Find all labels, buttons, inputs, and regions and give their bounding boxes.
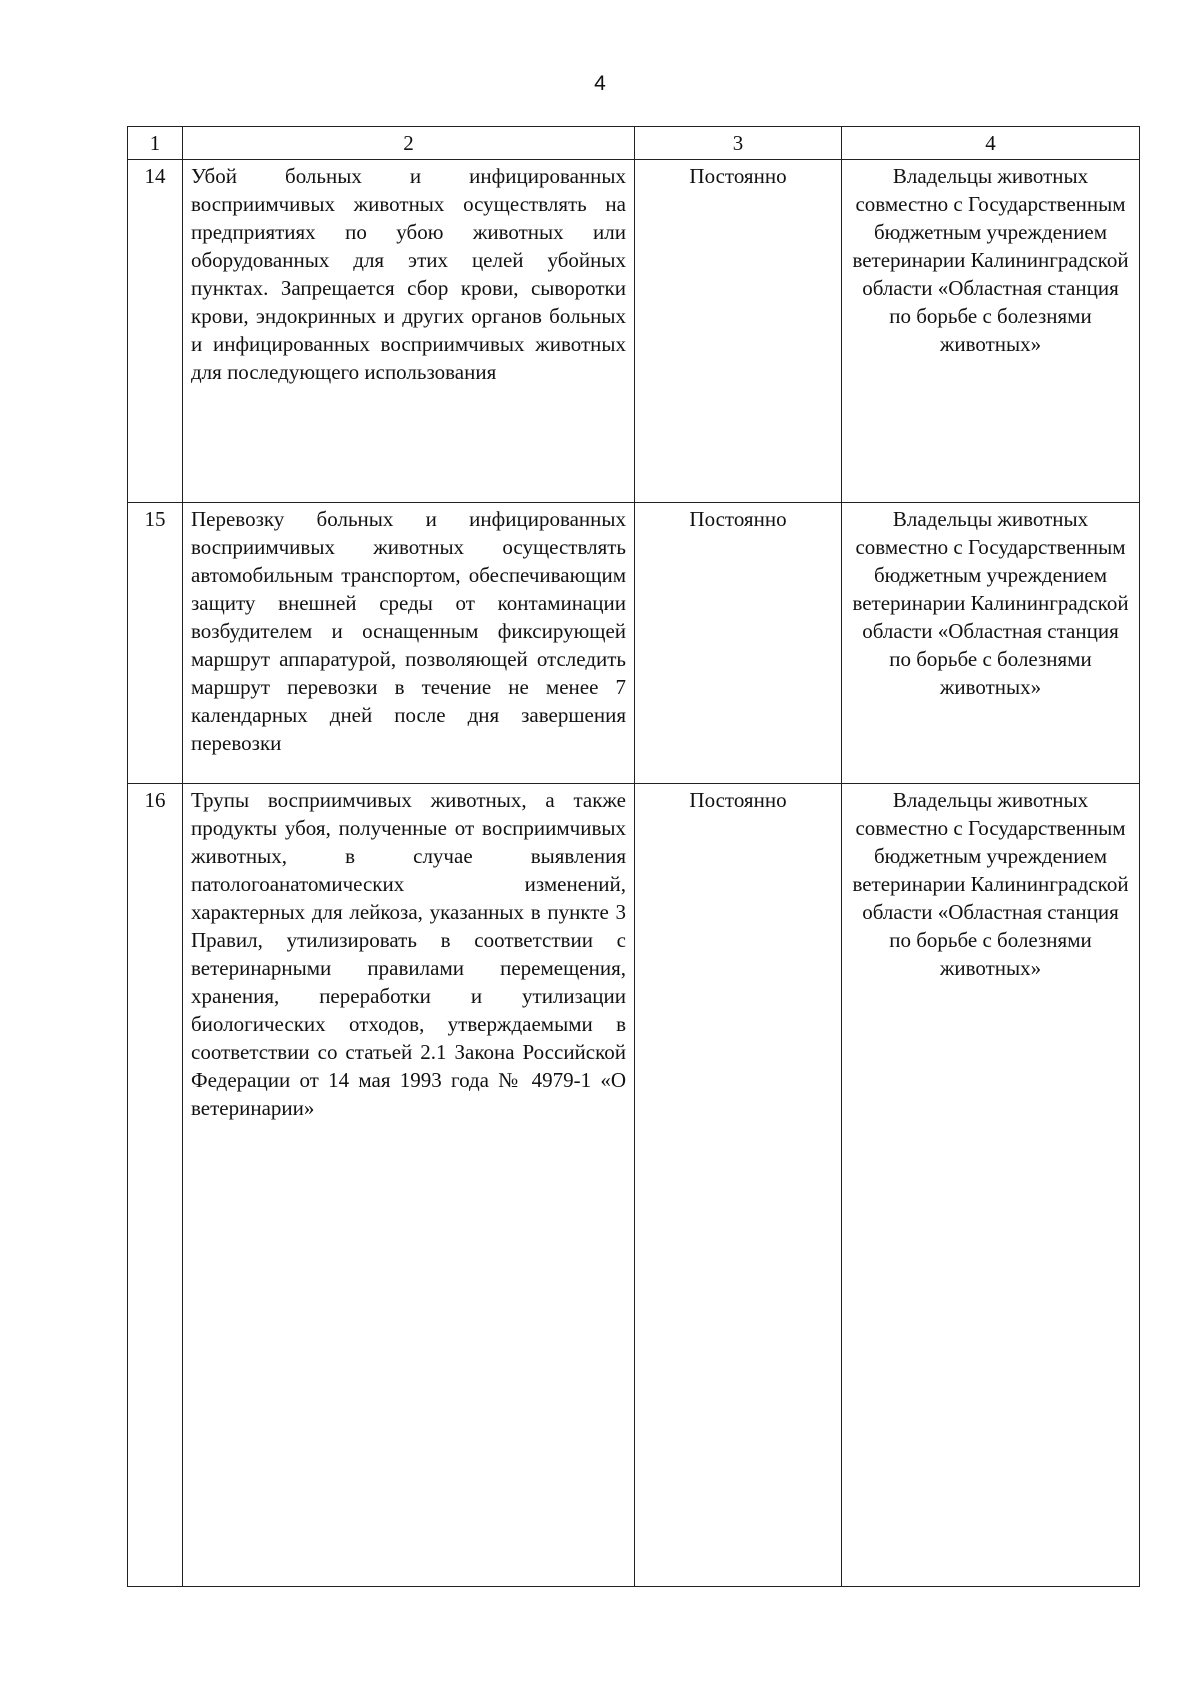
term-cell: Постоянно xyxy=(635,503,842,784)
header-col-1: 1 xyxy=(128,127,183,160)
measures-table xyxy=(127,126,1140,1587)
measure-text: Перевозку больных и инфицированных восприимчивых животных осуществлять автомобильным транспортом, обеспечивающим защиту внешней среды от контаминации возбудителем и оснащенным фиксирующей маршрут аппаратурой, позволяющей отследить маршрут перевозки в течение не менее 7 календарных дней после дня завершения перевозки xyxy=(183,503,635,784)
responsible-cell: Владельцы животных совместно с Государственным бюджетным учреждением ветеринарии Калининградской области «Областная станция по борьбе с болезнями животных» xyxy=(842,503,1140,784)
row-number: 15 xyxy=(128,503,183,784)
table-row xyxy=(128,784,1140,1587)
term-cell: Постоянно xyxy=(635,784,842,1587)
responsible-cell: Владельцы животных совместно с Государственным бюджетным учреждением ветеринарии Калининградской области «Областная станция по борьбе с болезнями животных» xyxy=(842,160,1140,503)
header-col-3: 3 xyxy=(635,127,842,160)
row-number: 16 xyxy=(128,784,183,1587)
table-row xyxy=(128,503,1140,784)
header-col-4: 4 xyxy=(842,127,1140,160)
term-cell: Постоянно xyxy=(635,160,842,503)
row-number: 14 xyxy=(128,160,183,503)
header-col-2: 2 xyxy=(183,127,635,160)
table-row xyxy=(128,160,1140,503)
measure-text: Убой больных и инфицированных восприимчивых животных осуществлять на предприятиях по убою животных или оборудованных для этих целей убойных пунктах. Запрещается сбор крови, сыворотки крови, эндокринных и других органов больных и инфицированных восприимчивых животных для последующего использования xyxy=(183,160,635,503)
measure-text: Трупы восприимчивых животных, а также продукты убоя, полученные от восприимчивых животных, в случае выявления патологоанатомических изменений, характерных для лейкоза, указанных в пункте 3 Правил, утилизировать в соответствии с ветеринарными правилами перемещения, хранения, переработки и утилизации биологических отходов, утверждаемыми в соответствии со статьей 2.1 Закона Российской Федерации от 14 мая 1993 года № 4979-1 «О ветеринарии» xyxy=(183,784,635,1587)
page-number: 4 xyxy=(594,72,606,95)
responsible-cell: Владельцы животных совместно с Государственным бюджетным учреждением ветеринарии Калининградской области «Областная станция по борьбе с болезнями животных» xyxy=(842,784,1140,1587)
header-row xyxy=(128,127,1140,160)
